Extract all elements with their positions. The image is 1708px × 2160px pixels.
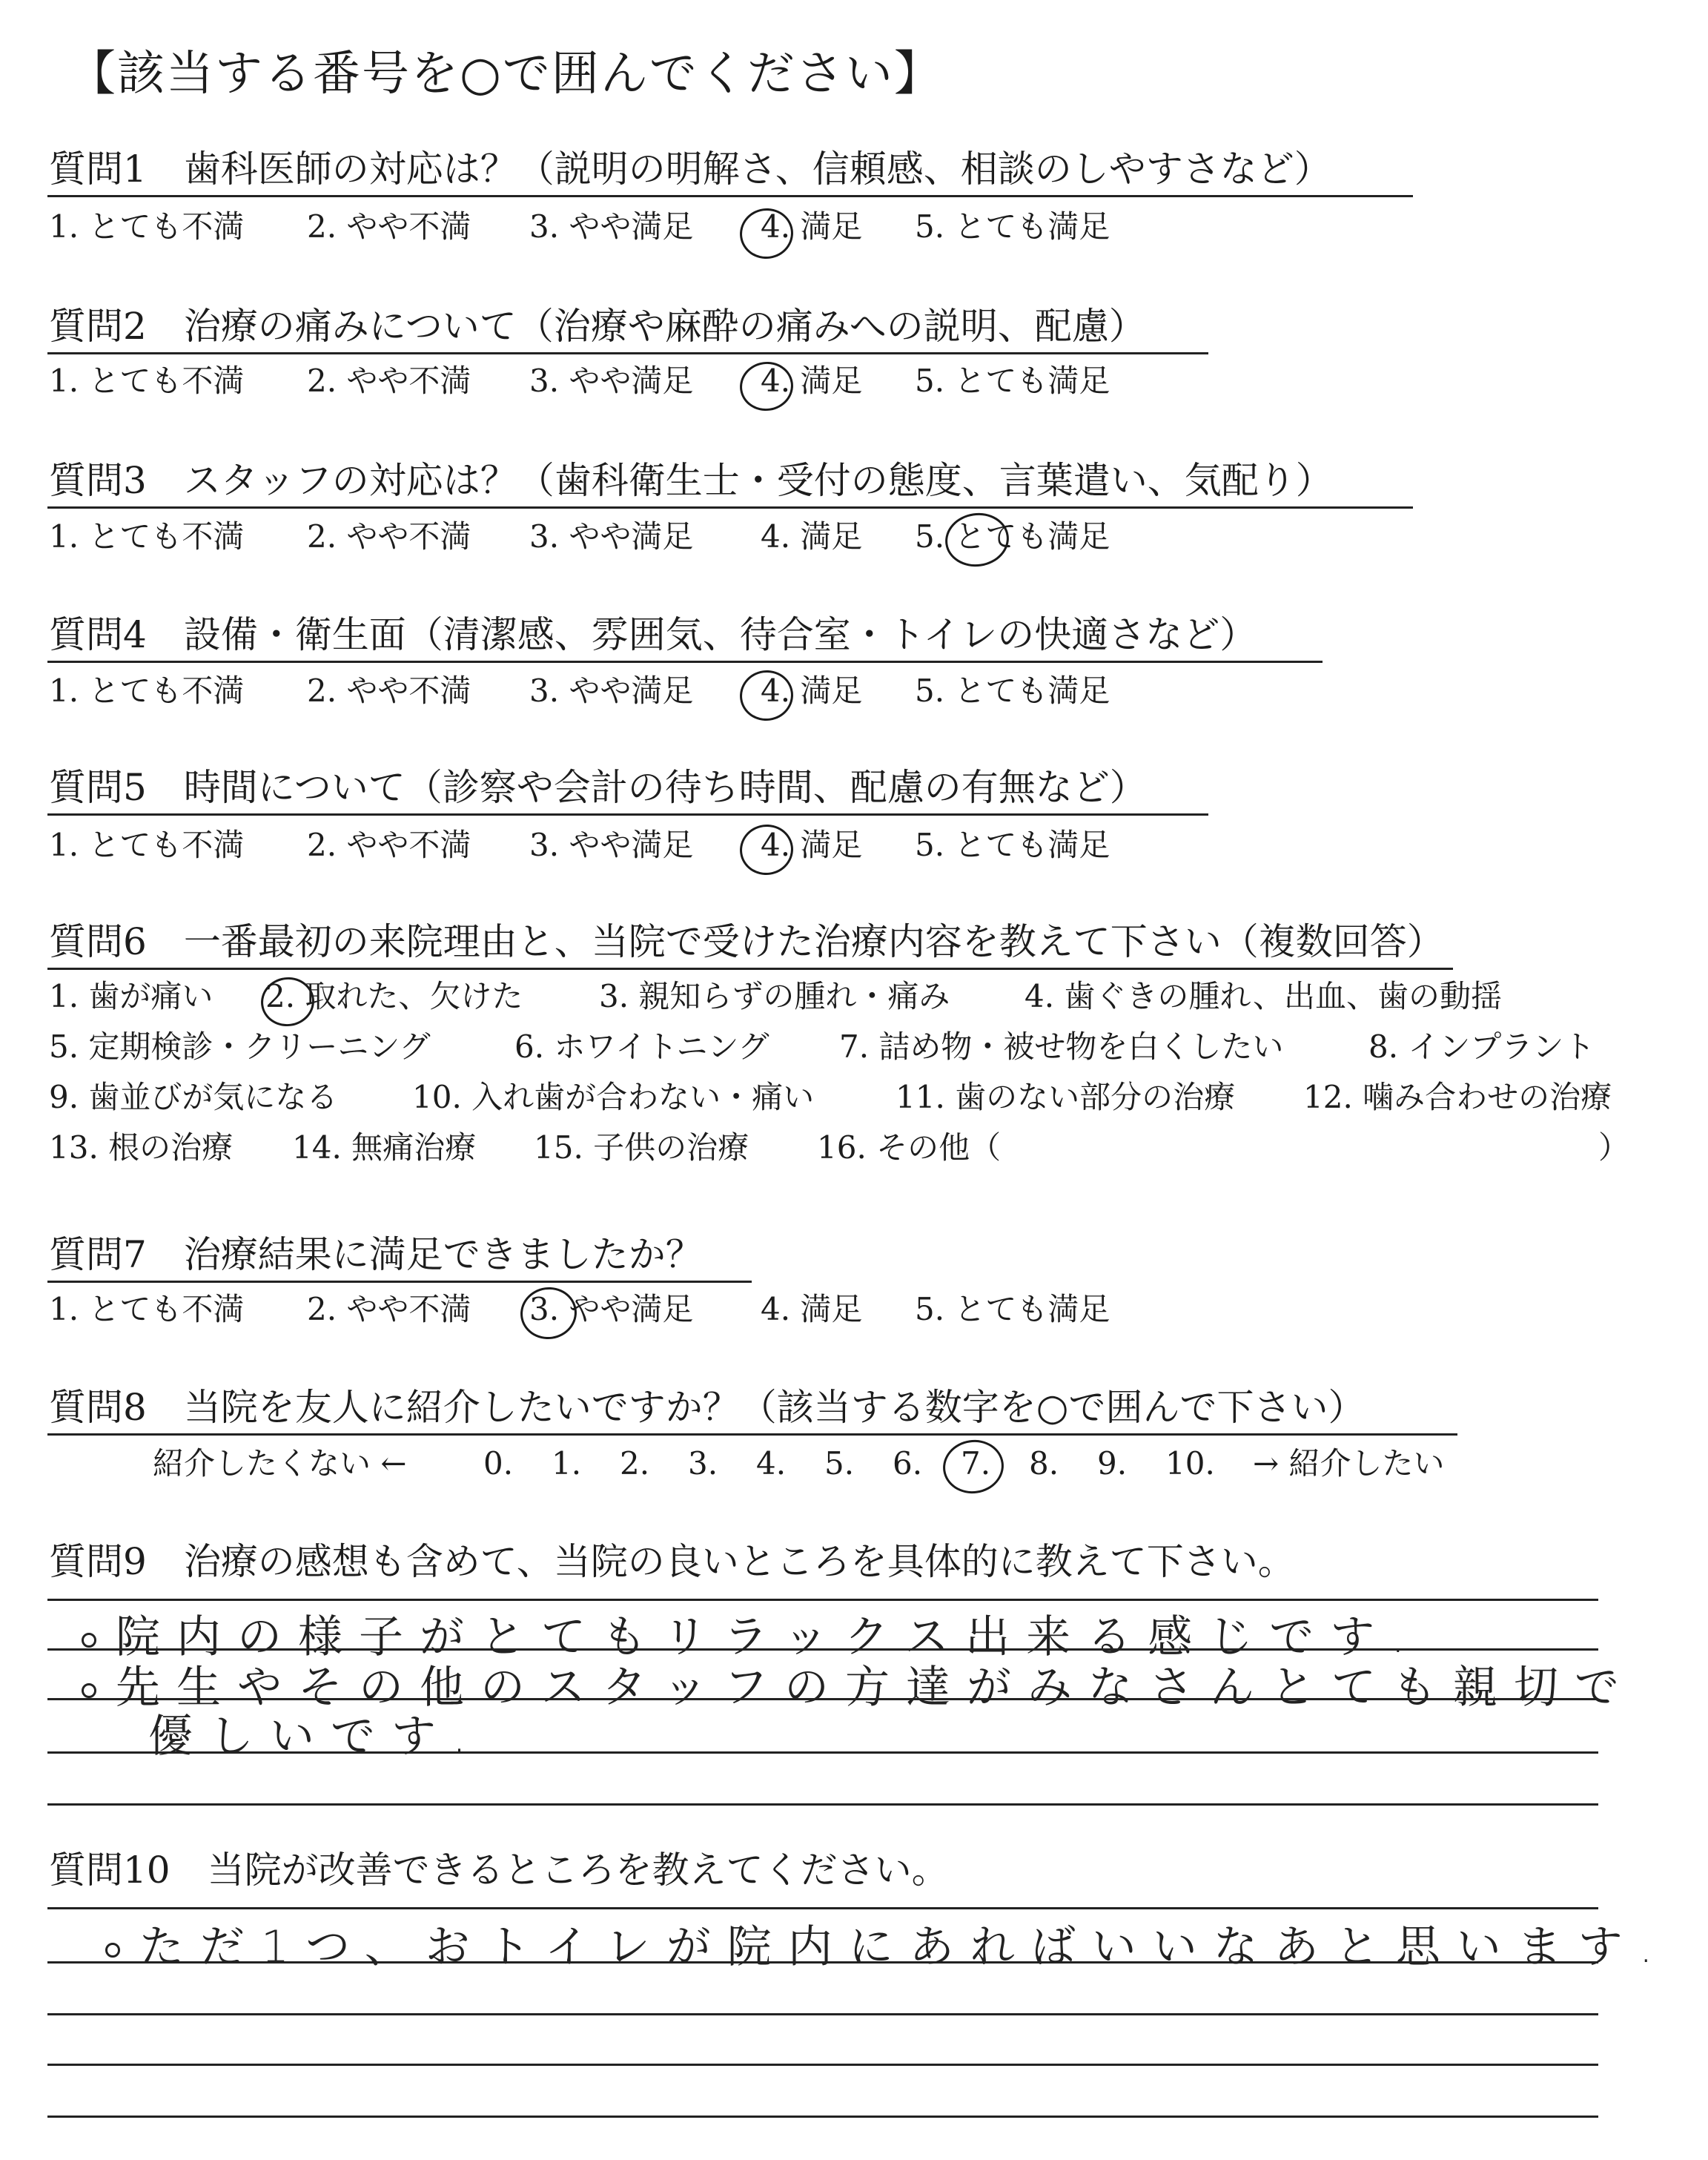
question-3-text: スタッフの対応は？（歯科衛生士・受付の態度、言葉遣い、気配り） xyxy=(183,459,1333,502)
reason-option[interactable]: 4. 歯ぐきの腫れ、出血、歯の動揺 xyxy=(1025,978,1502,1014)
q8-value-2[interactable]: 2. xyxy=(620,1445,650,1482)
bullet-icon xyxy=(105,1943,120,1958)
q8-value-10[interactable]: 10. xyxy=(1165,1445,1215,1482)
option-1[interactable]: 1. とても不満 xyxy=(49,208,245,245)
option-1[interactable]: 1. とても不満 xyxy=(49,673,245,709)
option-5[interactable]: 5. とても満足 xyxy=(915,827,1110,863)
reason-option[interactable]: 8. インプラント xyxy=(1368,1028,1595,1065)
q9-handwritten-line-2: 先生やその他のスタッフの方達がみなさんとても親切で xyxy=(82,1652,1635,1716)
question-1-underline xyxy=(47,195,1413,197)
question-5-text: 時間について（診察や会計の待ち時間、配慮の有無など） xyxy=(183,766,1147,809)
question-9-text: 治療の感想も含めて、当院の良いところを具体的に教えて下さい。 xyxy=(183,1540,1295,1583)
question-9-number: 質問9 xyxy=(49,1540,147,1583)
reason-option[interactable]: 9. 歯並びが気になる xyxy=(49,1079,338,1115)
q9-handwritten-line-3: 優しいです. xyxy=(148,1711,483,1763)
q8-value-5[interactable]: 5. xyxy=(824,1445,855,1482)
option-3[interactable]: 3. やや満足 xyxy=(529,208,694,245)
question-4 xyxy=(49,612,1257,657)
option-4[interactable]: 4. 満足 xyxy=(761,363,863,399)
option-4[interactable]: 4. 満足 xyxy=(761,518,863,555)
question-7-text: 治療結果に満足できましたか？ xyxy=(183,1233,703,1276)
writing-line xyxy=(47,2013,1598,2015)
writing-line xyxy=(47,2116,1598,2118)
option-1[interactable]: 1. とても不満 xyxy=(49,827,245,863)
bullet-icon xyxy=(82,1633,96,1648)
reason-option[interactable]: 13. 根の治療 xyxy=(49,1129,234,1166)
writing-line xyxy=(47,1803,1598,1806)
q8-value-8[interactable]: 8. xyxy=(1029,1445,1059,1482)
option-2[interactable]: 2. やや不満 xyxy=(307,1291,471,1327)
option-2[interactable]: 2. やや不満 xyxy=(307,363,471,399)
reason-option[interactable]: 7. 詰め物・被せ物を白くしたい xyxy=(839,1028,1284,1065)
option-2[interactable]: 2. やや不満 xyxy=(307,827,471,863)
question-8-text: 当院を友人に紹介したいですか？（該当する数字を○で囲んで下さい） xyxy=(183,1386,1366,1429)
q10-handwritten-line-1: ただ1つ、おトイレが院内にあればいいなあと思います. xyxy=(105,1912,1669,1975)
option-5[interactable]: 5. とても満足 xyxy=(915,1291,1110,1327)
question-8-underline xyxy=(47,1433,1457,1436)
question-6 xyxy=(49,919,1444,964)
page-title: 【該当する番号を○で囲んでください】 xyxy=(68,47,943,102)
question-2-number: 質問2 xyxy=(49,305,147,348)
option-3[interactable]: 3. やや満足 xyxy=(529,1291,694,1327)
question-5-number: 質問5 xyxy=(49,766,147,809)
question-10 xyxy=(49,1848,949,1892)
question-4-underline xyxy=(47,661,1323,663)
option-3[interactable]: 3. やや満足 xyxy=(529,827,694,863)
option-4[interactable]: 4. 満足 xyxy=(761,673,863,709)
question-10-number: 質問10 xyxy=(49,1849,171,1892)
option-5[interactable]: 5. とても満足 xyxy=(915,673,1110,709)
reason-option[interactable]: 5. 定期検診・クリーニング xyxy=(49,1028,431,1065)
reason-option[interactable]: 12. 噛み合わせの治療 xyxy=(1303,1079,1612,1115)
q8-value-0[interactable]: 0. xyxy=(483,1445,514,1482)
question-6-underline xyxy=(47,968,1453,970)
question-1 xyxy=(49,147,1331,191)
q8-value-1[interactable]: 1. xyxy=(552,1445,582,1482)
question-10-text: 当院が改善できるところを教えてください。 xyxy=(207,1849,949,1892)
option-4[interactable]: 4. 満足 xyxy=(761,827,863,863)
option-3[interactable]: 3. やや満足 xyxy=(529,363,694,399)
reason-option[interactable]: 14. 無痛治療 xyxy=(292,1129,477,1166)
reason-option[interactable]: 1. 歯が痛い xyxy=(49,978,214,1014)
question-5 xyxy=(49,765,1147,810)
question-3-number: 質問3 xyxy=(49,459,147,502)
question-2-underline xyxy=(47,352,1208,354)
question-4-number: 質問4 xyxy=(49,613,147,656)
option-4[interactable]: 4. 満足 xyxy=(761,1291,863,1327)
bullet-icon xyxy=(82,1683,96,1698)
q8-right-label: → 紹介したい xyxy=(1253,1445,1445,1482)
question-6-text: 一番最初の来院理由と、当院で受けた治療内容を教えて下さい（複数回答） xyxy=(183,920,1444,963)
question-7 xyxy=(49,1232,703,1277)
question-1-text: 歯科医師の対応は？（説明の明解さ、信頼感、相談のしやすさなど） xyxy=(183,148,1331,191)
question-7-number: 質問7 xyxy=(49,1233,147,1276)
reason-option[interactable]: 6. ホワイトニング xyxy=(514,1028,769,1065)
option-5[interactable]: 5. とても満足 xyxy=(915,208,1110,245)
question-1-number: 質問1 xyxy=(49,148,147,191)
question-3-underline xyxy=(47,506,1413,509)
option-3[interactable]: 3. やや満足 xyxy=(529,673,694,709)
option-1[interactable]: 1. とても不満 xyxy=(49,1291,245,1327)
q8-value-9[interactable]: 9. xyxy=(1097,1445,1128,1482)
q8-value-4[interactable]: 4. xyxy=(756,1445,787,1482)
q8-value-3[interactable]: 3. xyxy=(688,1445,718,1482)
q8-left-label: 紹介したくない ← xyxy=(153,1445,407,1482)
reason-option[interactable]: 16. その他（ xyxy=(817,1129,1002,1166)
question-8 xyxy=(49,1385,1365,1430)
option-3[interactable]: 3. やや満足 xyxy=(529,518,694,555)
reason-option[interactable]: 15. 子供の治療 xyxy=(534,1129,749,1166)
question-8-number: 質問8 xyxy=(49,1386,147,1429)
question-9 xyxy=(49,1539,1295,1584)
option-5[interactable]: 5. とても満足 xyxy=(915,518,1110,555)
option-1[interactable]: 1. とても不満 xyxy=(49,363,245,399)
question-3 xyxy=(49,458,1333,503)
q8-value-6[interactable]: 6. xyxy=(893,1445,923,1482)
other-close-paren: ） xyxy=(1598,1129,1630,1166)
writing-line xyxy=(47,2064,1598,2066)
option-5[interactable]: 5. とても満足 xyxy=(915,363,1110,399)
reason-option[interactable]: 11. 歯のない部分の治療 xyxy=(896,1079,1236,1115)
question-7-underline xyxy=(47,1281,752,1283)
writing-line xyxy=(47,1599,1598,1601)
question-4-text: 設備・衛生面（清潔感、雰囲気、待合室・トイレの快適さなど） xyxy=(183,613,1257,656)
reason-option[interactable]: 10. 入れ歯が合わない・痛い xyxy=(412,1079,815,1115)
q8-value-7[interactable]: 7. xyxy=(961,1445,991,1482)
option-2[interactable]: 2. やや不満 xyxy=(307,673,471,709)
reason-option[interactable]: 2. 取れた、欠けた xyxy=(265,978,523,1014)
reason-option[interactable]: 3. 親知らずの腫れ・痛み xyxy=(599,978,950,1014)
option-1[interactable]: 1. とても不満 xyxy=(49,518,245,555)
question-2 xyxy=(49,304,1146,349)
q9-handwritten-line-1: 院内の様子がとてもリラックス出来る感じです. xyxy=(82,1602,1421,1665)
option-4[interactable]: 4. 満足 xyxy=(761,208,863,245)
question-2-text: 治療の痛みについて（治療や麻酔の痛みへの説明、配慮） xyxy=(183,305,1146,348)
question-6-number: 質問6 xyxy=(49,920,147,963)
option-2[interactable]: 2. やや不満 xyxy=(307,518,471,555)
question-5-underline xyxy=(47,813,1208,816)
writing-line xyxy=(47,1907,1598,1909)
option-2[interactable]: 2. やや不満 xyxy=(307,208,471,245)
